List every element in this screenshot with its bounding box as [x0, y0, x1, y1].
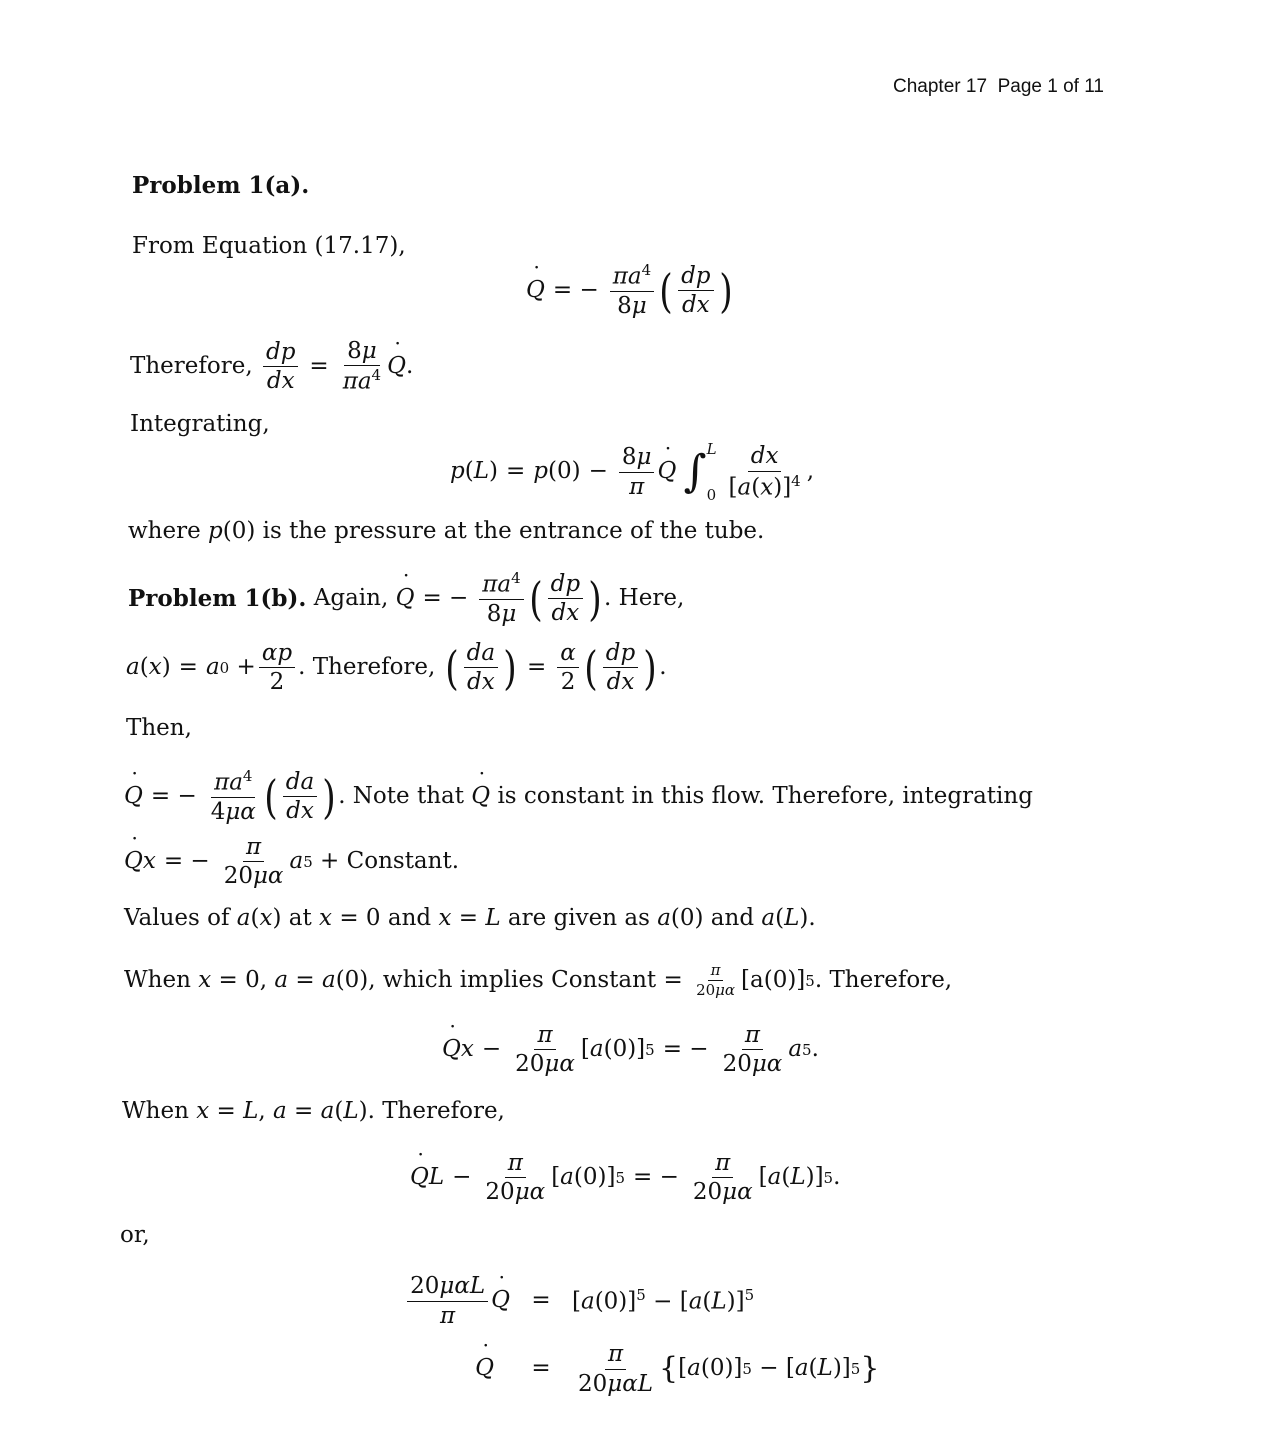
when-x-zero-sentence: When x = 0, a = a (0) , which implies Constant = $\frac{\pi}{20\mu\alpha}$ [a(0)] 5 . Therefore,: [124, 961, 953, 1000]
final-equations: [388, 1268, 879, 1404]
values-sentence: Values of a(x) at x = 0 and x = L are given as a(0) and a(L).: [124, 905, 816, 931]
then-label: Then,: [126, 715, 192, 741]
problem-1b-line1: Problem 1(b). Again, Q ˙ = − $\frac{\pi a^4}{8\mu}$ ( $\frac{dp}{dx}$ ) . Here,: [128, 570, 684, 628]
equation-qx-integrated: Q ˙ x = − $\frac{\pi}{20\mu\alpha}$ a 5 + Constant.: [124, 834, 459, 890]
when-x-L-sentence: When x = L, a = a(L). Therefore,: [122, 1098, 505, 1124]
where-sentence: where p(0) is the pressure at the entrance of the tube.: [128, 518, 765, 544]
equation-q-da: Q ˙ = − $\frac{\pi a^4}{4\mu\alpha}$ ( $\frac{da}{dx}$ ) . Note that Q ˙ is constant in this flow. Therefore, integrating: [124, 768, 1033, 826]
or-label: or,: [120, 1222, 150, 1248]
therefore-label: Therefore,: [130, 352, 253, 379]
page-number: Page 1 of 11: [997, 76, 1104, 97]
equation-ql: Q ˙ L − $\frac{\pi}{20\mu\alpha}$ [ a (0)] 5 = − $\frac{\pi}{20\mu\alpha}$ [ a ( L )] 5 .: [410, 1150, 840, 1206]
equation-flow-rate: Q ˙ = − $\frac{\pi a^4}{8\mu}$ ( $\frac{dp}{dx}$ ): [526, 262, 734, 320]
equation-qx-constant: Q ˙ x − $\frac{\pi}{20\mu\alpha}$ [ a (0)] 5 = − $\frac{\pi}{20\mu\alpha}$ a 5 .: [442, 1022, 819, 1078]
problem-1b-title: Problem 1(b).: [128, 584, 307, 612]
problem-1a-intro: From Equation (17.17),: [132, 233, 406, 259]
problem-1a-title: Problem 1(a).: [132, 172, 310, 199]
equation-pressure-gradient: Therefore, $\frac{dp}{dx}$ = $\frac{8\mu}{\pi a^4}$ Q ˙ .: [130, 338, 413, 396]
page-header: [893, 76, 1104, 98]
chapter-label: Chapter 17: [893, 76, 988, 97]
final-equation-2: Q ˙ = $\frac{\pi}{\text{20μαL}}$ { [ a (0)] 5 − [ a ( L )] 5 }: [388, 1334, 879, 1404]
integrating-label: Integrating,: [130, 411, 270, 437]
problem-1b-line2: a ( x ) = a 0 + $\frac{\alpha p}{2}$ . Therefore, ( $\frac{da}{dx}$ ) = $\frac{\alpha}{2}$ ( $\frac{dp}{dx}$ ) .: [126, 640, 667, 696]
final-equation-1: $\frac{\text{20μαL}}{\pi}$ Q ˙ = $[a(0)]^5 - [a(L)]^5$: [388, 1268, 879, 1334]
equation-pressure-integral: p ( L ) = p (0) − $\frac{8\mu}{\pi}$ Q ˙ ∫ L 0 $\frac{dx}{[a(x)]^4}$ ,: [450, 440, 814, 504]
